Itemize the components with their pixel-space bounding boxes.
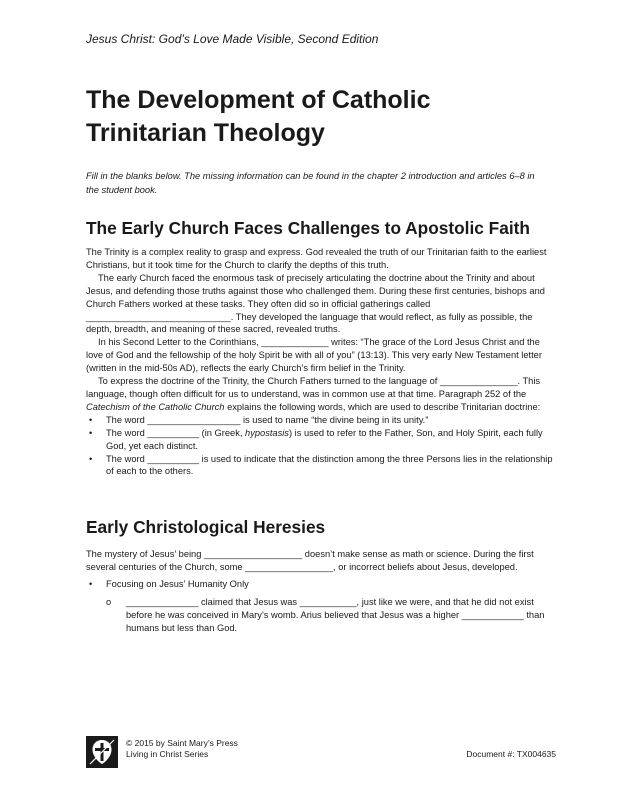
- term-person-end: ) is used to refer to the Father, Son, and Holy Spirit, each fully God, yet each distinct.: [106, 427, 543, 451]
- list-item: [86, 453, 556, 479]
- heresy-category-humanity: Focusing on Jesus’ Humanity Only: [106, 578, 249, 589]
- section1-paragraph-4: [86, 375, 556, 414]
- section2-paragraph-1: The mystery of Jesus’ being ___________________ doesn’t make sense as math or science. During the first several centuries of the Church, some _________________, or incorrect beliefs about Jesus, developed.: [86, 549, 534, 572]
- section2-body: [86, 548, 556, 634]
- book-title-header: Jesus Christ: God’s Love Made Visible, Second Edition: [86, 32, 379, 46]
- page-title: The Development of Catholic Trinitarian Theology: [86, 86, 431, 147]
- section1-paragraph-2: The early Church faced the enormous task of precisely articulating the doctrine about the Trinity and about Jesus, and defending those truths against those who challenged them. During these first centuries, bishops and Church Fathers worked at these tasks. They often did so in official gatherings called ____________________________. They developed the language that would reflect, as fully as possible, the depth, breadth, and meaning of these sacred, revealed truths.: [86, 272, 545, 335]
- section1-paragraph-3: In his Second Letter to the Corinthians, _____________ writes: “The grace of the Lord Jesus Christ and the love of God and the fellowship of the holy Spirit be with all of you” (13:13). This very early New Testament letter (written in the mid-50s AD), reflects the early Church’s firm belief in the Trinity.: [86, 337, 542, 374]
- term-relation: The word __________ is used to indicate that the distinction among the three Persons lies in the relationship of each to the others.: [106, 453, 553, 477]
- section1-heading: The Early Church Faces Challenges to Apostolic Faith: [86, 218, 530, 238]
- heresy-sublist: [86, 596, 556, 635]
- catechism-title: Catechism of the Catholic Church: [86, 401, 225, 412]
- sub-bullet-glyph: o: [106, 596, 112, 607]
- footer-credits: [126, 738, 238, 760]
- list-item: [86, 596, 556, 635]
- bullet-glyph: •: [89, 578, 93, 589]
- bullet-glyph: •: [89, 427, 93, 438]
- instructions: Fill in the blanks below. The missing information can be found in the chapter 2 introduction and articles 6–8 in the student book.: [86, 171, 535, 195]
- p4-text-start: To express the doctrine of the Trinity, the Church Fathers turned to the language of _______________. This language, though often difficult for us to understand, was in common use at that time. Paragraph 252 of the: [86, 376, 541, 399]
- bullet-glyph: •: [89, 453, 93, 464]
- term-person-start: The word __________ (in Greek,: [106, 427, 246, 438]
- copyright: © 2015 by Saint Mary’s Press: [126, 738, 238, 748]
- section2-heading: Early Christological Heresies: [86, 517, 326, 537]
- section1-body: [86, 246, 556, 478]
- trinitarian-terms-list: [86, 414, 556, 479]
- arianism-item: ______________ claimed that Jesus was ___________, just like we were, and that he did not exist before he was conceived in Mary’s womb. Arius believed that Jesus was a higher ____________ than humans but less than God.: [126, 596, 545, 633]
- p4-text-end: explains the following words, which are used to describe Trinitarian doctrine:: [224, 401, 541, 412]
- saint-marys-press-logo-icon: [86, 736, 118, 768]
- document-number: Document #: TX004635: [466, 749, 556, 759]
- heresies-list: [86, 578, 556, 635]
- term-person-greek: hypostasis: [245, 427, 289, 438]
- list-item: [86, 414, 556, 427]
- bullet-glyph: •: [89, 414, 93, 425]
- section1-paragraph-1: The Trinity is a complex reality to grasp and express. God revealed the truth of our Trinitarian faith to the earliest Christians, but it took time for the Church to clarify the depths of this truth.: [86, 247, 547, 270]
- term-substance: The word __________________ is used to name “the divine being in its unity.”: [106, 414, 429, 425]
- series-name: Living in Christ Series: [126, 749, 209, 759]
- list-item: [86, 578, 556, 635]
- list-item: [86, 427, 556, 453]
